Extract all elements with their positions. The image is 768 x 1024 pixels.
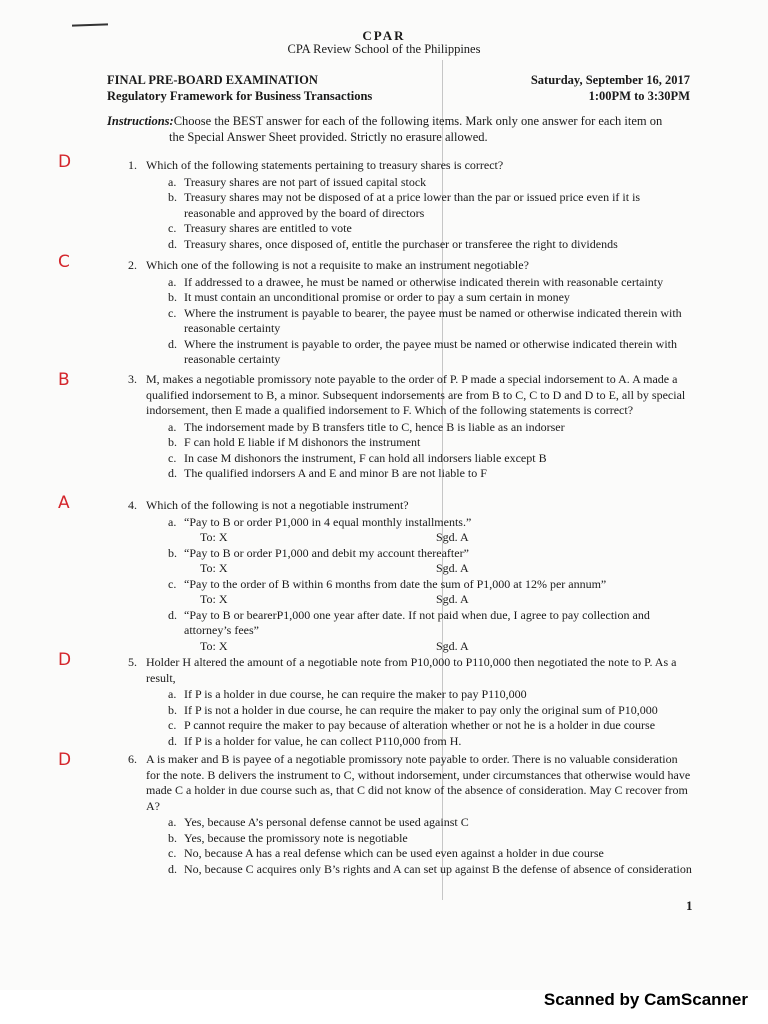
exam-subject: Regulatory Framework for Business Transactions (107, 89, 373, 103)
choice-text: The indorsement made by B transfers title to C, hence B is liable as an indorser (184, 419, 565, 434)
choice-letter: d. (168, 861, 177, 876)
choice-text: The qualified indorsers A and E and minor B are not liable to F (184, 466, 487, 480)
choice-letter: c. (168, 305, 177, 320)
question-stem (128, 258, 693, 274)
choice-d (168, 337, 693, 368)
question-text: Holder H altered the amount of a negotiable note from P10,000 to P110,000 then negotiated the note to P. As a result, (146, 655, 677, 685)
question-number: 6. (128, 752, 137, 766)
question-3 (128, 372, 693, 482)
choice-text: P cannot require the maker to pay because of alteration whether or not he is a holder in due course (184, 718, 656, 732)
question-number: 3. (128, 372, 137, 386)
signatory: Sgd. A (436, 592, 469, 606)
choice-letter: b. (168, 290, 177, 304)
signature-line (184, 639, 693, 655)
choice-letter: a. (168, 274, 177, 289)
question-stem (128, 498, 693, 514)
addressee: To: X (200, 561, 228, 575)
question-text: M, makes a negotiable promissory note payable to the order of P. P made a special indorsement to A. A made a qualified indorsement to B, a minor. Subsequent indorsements are from B to C, C to D and D to E, all by special indorsement, then E made a qualified indorsement to F. Which of the following statements is correct? (146, 372, 686, 417)
question-text: Which one of the following is not a requisite to make an instrument negotiable? (146, 258, 529, 272)
instructions (107, 113, 692, 145)
instructions-text-1: Choose the BEST answer for each of the following items. Mark only one answer for each item on (173, 114, 663, 128)
addressee: To: X (200, 638, 228, 653)
exam-time: 1:00PM to 3:30PM (588, 89, 690, 103)
choice-letter: d. (168, 607, 177, 622)
choice-text: Yes, because the promissory note is negotiable (184, 830, 408, 845)
exam-heading (107, 72, 372, 104)
choice-text: “Pay to B or order P1,000 and debit my account thereafter” (184, 545, 469, 560)
choice-b (168, 190, 693, 221)
instructions-label: Instructions: (107, 114, 174, 128)
exam-name: FINAL PRE-BOARD EXAMINATION (107, 73, 318, 87)
choice-text: If P is a holder in due course, he can require the maker to pay P110,000 (184, 687, 527, 701)
school-acronym: CPAR (362, 28, 406, 43)
handwritten-answer: A (58, 493, 70, 513)
question-number: 2. (128, 258, 137, 272)
question-5 (128, 655, 693, 749)
question-1 (128, 158, 693, 252)
instructions-text-2: the Special Answer Sheet provided. Strictly no erasure allowed. (169, 130, 488, 144)
choice-text: If addressed to a drawee, he must be named or otherwise indicated therein with reasonable certainty (184, 274, 664, 289)
choice-c (168, 577, 693, 608)
choice-letter: c. (168, 576, 177, 591)
scanner-watermark: Scanned by CamScanner (543, 990, 748, 1009)
choice-b (168, 435, 693, 451)
question-2 (128, 258, 693, 368)
signature-line (184, 561, 693, 577)
question-number: 5. (128, 655, 137, 669)
addressee: To: X (200, 592, 228, 606)
choice-a (168, 175, 693, 191)
choice-letter: a. (168, 687, 177, 701)
choice-text: Where the instrument is payable to bearer, the payee must be named or otherwise indicated therein with reasonable certainty (184, 305, 682, 335)
handwritten-answer: D (58, 750, 72, 770)
choice-text: In case M dishonors the instrument, F can hold all indorsers liable except B (184, 450, 547, 465)
handwritten-answer: C (58, 252, 70, 272)
choice-c (168, 221, 693, 237)
choice-a (168, 275, 693, 291)
choice-letter: c. (168, 718, 177, 732)
choice-text: No, because A has a real defense which can be used even against a holder in due course (184, 846, 604, 860)
question-stem (128, 158, 693, 174)
handwritten-answer: D (58, 650, 72, 670)
choice-letter: a. (168, 514, 177, 529)
choice-d (168, 466, 693, 482)
choice-b (168, 546, 693, 577)
choice-letter: c. (168, 846, 177, 860)
choice-text: It must contain an unconditional promise or order to pay a sum certain in money (184, 290, 570, 304)
choice-text: If P is a holder for value, he can collect P110,000 from H. (184, 733, 462, 748)
page-number: 1 (686, 898, 693, 913)
choice-d (168, 237, 693, 253)
choice-text: Treasury shares may not be disposed of at a price lower than the par or issued price even if it is reasonable and approved by the board of directors (184, 190, 641, 220)
choice-a (168, 515, 693, 546)
question-number: 1. (128, 158, 137, 172)
choice-b (168, 831, 693, 847)
choice-text: “Pay to the order of B within 6 months from date the sum of P1,000 at 12% per annum” (184, 576, 607, 591)
exam-schedule (531, 72, 690, 104)
choice-a (168, 815, 693, 831)
choice-a (168, 420, 693, 436)
question-stem (128, 372, 693, 419)
signature-line (184, 592, 693, 608)
choice-text: Treasury shares are entitled to vote (184, 221, 352, 235)
choice-text: “Pay to B or bearerP1,000 one year after date. If not paid when due, I agree to pay collection and attorney’s fees” (184, 607, 650, 637)
choice-letter: a. (168, 174, 177, 189)
choice-b (168, 703, 693, 719)
signatory: Sgd. A (436, 561, 469, 575)
choice-letter: d. (168, 733, 177, 748)
question-text: Which of the following statements pertaining to treasury shares is correct? (146, 158, 504, 172)
question-text: A is maker and B is payee of a negotiable promissory note payable to order. There is no valuable consideration for the note. B delivers the instrument to C, without indorsement, under circumstances that otherwise would have made C a holder in due course such as, that C did not know of the absence of consideration. May C recover from A? (146, 752, 691, 813)
choice-c (168, 306, 693, 337)
choice-letter: b. (168, 435, 177, 449)
choice-letter: d. (168, 336, 177, 351)
question-stem (128, 655, 693, 686)
exam-date: Saturday, September 16, 2017 (530, 73, 690, 87)
question-text: Which of the following is not a negotiable instrument? (146, 498, 409, 512)
choice-b (168, 290, 693, 306)
choice-a (168, 687, 693, 703)
choice-text: “Pay to B or order P1,000 in 4 equal monthly installments.” (184, 514, 472, 529)
signatory: Sgd. A (436, 530, 469, 544)
signatory: Sgd. A (436, 638, 469, 653)
school-name: CPA Review School of the Philippines (287, 42, 481, 56)
handwritten-answer: B (58, 370, 70, 390)
choice-text: No, because C acquires only B’s rights and A can set up against B the defense of absence of consideration (184, 861, 692, 876)
choice-letter: a. (168, 815, 177, 829)
question-6 (128, 752, 693, 877)
choice-letter: b. (168, 545, 177, 560)
addressee: To: X (200, 530, 228, 544)
handwritten-answer: D (58, 152, 72, 172)
question-4 (128, 498, 693, 654)
choice-letter: d. (168, 466, 177, 480)
choice-text: F can hold E liable if M dishonors the instrument (184, 435, 421, 449)
choice-letter: b. (168, 702, 177, 717)
choice-text: Where the instrument is payable to order, the payee must be named or otherwise indicated therein with reasonable certainty (184, 336, 678, 366)
choice-letter: d. (168, 236, 177, 251)
choice-d (168, 734, 693, 750)
choice-letter: c. (168, 450, 177, 465)
choice-letter: c. (168, 221, 177, 235)
question-stem (128, 752, 693, 814)
choice-text: Treasury shares are not part of issued capital stock (184, 174, 427, 189)
choice-d (168, 608, 693, 655)
choice-text: Yes, because A’s personal defense cannot be used against C (184, 815, 469, 829)
choice-d (168, 862, 693, 878)
choice-c (168, 718, 693, 734)
choice-letter: a. (168, 419, 177, 434)
signature-line (184, 530, 693, 546)
choice-letter: b. (168, 830, 177, 845)
choice-text: Treasury shares, once disposed of, entitle the purchaser or transferee the right to dividends (184, 236, 618, 251)
choice-text: If P is not a holder in due course, he can require the maker to pay only the original sum of P10,000 (184, 702, 658, 717)
choice-c (168, 846, 693, 862)
choice-c (168, 451, 693, 467)
question-number: 4. (128, 498, 137, 512)
choice-letter: b. (168, 190, 177, 204)
